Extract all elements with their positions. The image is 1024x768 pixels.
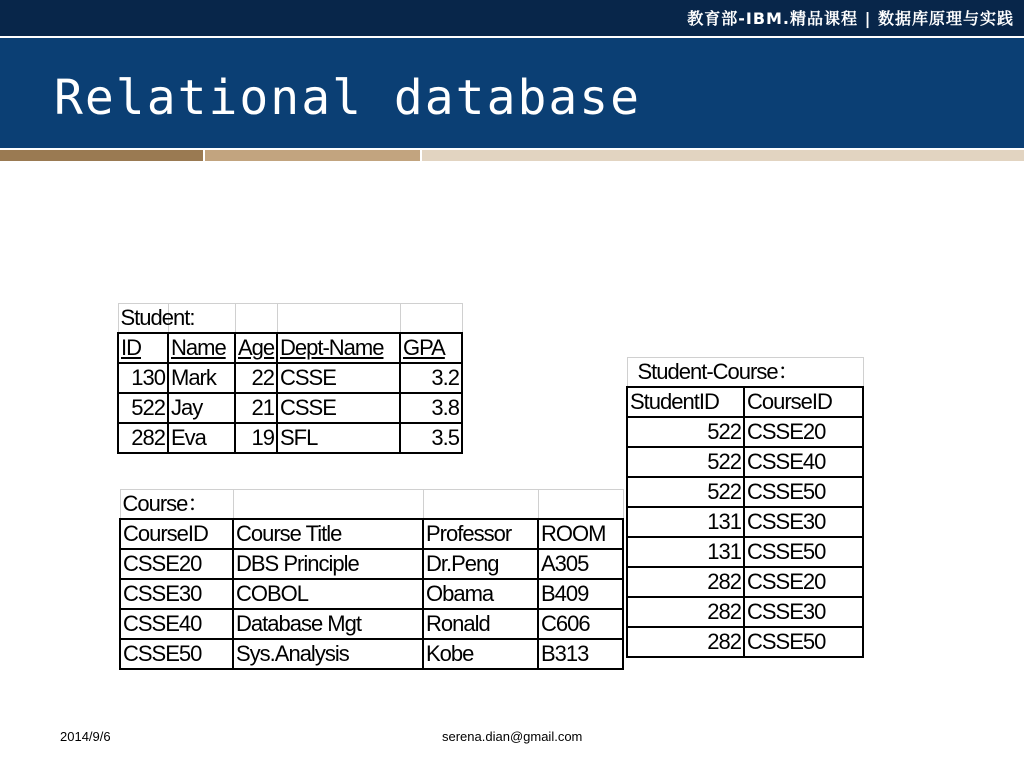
table-cell: CSSE20: [744, 567, 863, 597]
column-header: Dept-Name: [277, 333, 400, 363]
table-row: [120, 549, 623, 579]
course-caption: Course：: [120, 490, 233, 520]
table-header-row: [627, 387, 863, 417]
table-row: [118, 363, 462, 393]
table-cell: 3.8: [400, 393, 462, 423]
table-cell: CSSE: [277, 363, 400, 393]
student-course-table: [626, 357, 864, 658]
table-header-row: [120, 519, 623, 549]
column-header: StudentID: [627, 387, 744, 417]
table-cell: 522: [118, 393, 168, 423]
table-cell: 131: [627, 537, 744, 567]
table-header-row: [118, 333, 462, 363]
table-cell: 19: [235, 423, 277, 453]
table-cell: 282: [118, 423, 168, 453]
table-row: [627, 447, 863, 477]
column-header: ID: [118, 333, 168, 363]
table-cell: 522: [627, 477, 744, 507]
table-row: [627, 627, 863, 657]
table-cell: Jay: [168, 393, 235, 423]
table-cell: CSSE50: [744, 477, 863, 507]
table-cell: 130: [118, 363, 168, 393]
table-cell: CSSE30: [744, 597, 863, 627]
table-cell: CSSE30: [120, 579, 233, 609]
decor-band-dark: [0, 150, 203, 161]
table-caption-row: [627, 358, 863, 388]
table-cell: 131: [627, 507, 744, 537]
column-header: Professor: [423, 519, 538, 549]
student-course-caption: Student-Course：: [627, 358, 863, 388]
table-caption-row: [118, 304, 462, 334]
top-brand-strip: [0, 0, 1024, 36]
table-cell: CSSE50: [744, 627, 863, 657]
table-row: [627, 477, 863, 507]
table-row: [627, 417, 863, 447]
student-table: [117, 303, 463, 454]
table-cell: B409: [538, 579, 623, 609]
column-header: Course Title: [233, 519, 423, 549]
table-cell: A305: [538, 549, 623, 579]
table-cell: CSSE20: [120, 549, 233, 579]
table-cell: 282: [627, 567, 744, 597]
table-cell: Mark: [168, 363, 235, 393]
table-cell: 21: [235, 393, 277, 423]
column-header: GPA: [400, 333, 462, 363]
table-cell: 3.2: [400, 363, 462, 393]
table-cell: 522: [627, 417, 744, 447]
footer-date: 2014/9/6: [60, 729, 111, 744]
table-cell: Obama: [423, 579, 538, 609]
column-header: Name: [168, 333, 235, 363]
course-table: [119, 489, 624, 670]
table-cell: COBOL: [233, 579, 423, 609]
table-cell: 3.5: [400, 423, 462, 453]
decor-band-mid: [205, 150, 420, 161]
table-row: [120, 579, 623, 609]
table-cell: Ronald: [423, 609, 538, 639]
table-row: [627, 507, 863, 537]
table-cell: CSSE40: [120, 609, 233, 639]
table-cell: CSSE30: [744, 507, 863, 537]
table-cell: SFL: [277, 423, 400, 453]
footer-email: serena.dian@gmail.com: [442, 729, 583, 744]
table-cell: CSSE: [277, 393, 400, 423]
table-cell: Eva: [168, 423, 235, 453]
table-cell: CSSE50: [120, 639, 233, 669]
table-row: [120, 609, 623, 639]
table-cell: CSSE50: [744, 537, 863, 567]
table-cell: 22: [235, 363, 277, 393]
table-row: [627, 537, 863, 567]
table-cell: 282: [627, 597, 744, 627]
column-header: CourseID: [120, 519, 233, 549]
table-cell: CSSE20: [744, 417, 863, 447]
table-cell: Dr.Peng: [423, 549, 538, 579]
table-cell: Database Mgt: [233, 609, 423, 639]
column-header: Age: [235, 333, 277, 363]
table-cell: C606: [538, 609, 623, 639]
slide-title: Relational database: [54, 70, 642, 126]
table-row: [118, 393, 462, 423]
table-cell: Sys.Analysis: [233, 639, 423, 669]
student-caption: Student:: [118, 304, 168, 334]
table-row: [627, 597, 863, 627]
table-caption-row: [120, 490, 623, 520]
table-row: [118, 423, 462, 453]
table-cell: Kobe: [423, 639, 538, 669]
column-header: ROOM: [538, 519, 623, 549]
table-cell: B313: [538, 639, 623, 669]
column-header: CourseID: [744, 387, 863, 417]
brand-text: 教育部-IBM.精品课程 | 数据库原理与实践: [687, 9, 1014, 28]
table-cell: CSSE40: [744, 447, 863, 477]
table-cell: 522: [627, 447, 744, 477]
table-row: [627, 567, 863, 597]
table-row: [120, 639, 623, 669]
decor-band-light: [422, 150, 1024, 161]
table-cell: 282: [627, 627, 744, 657]
table-cell: DBS Principle: [233, 549, 423, 579]
